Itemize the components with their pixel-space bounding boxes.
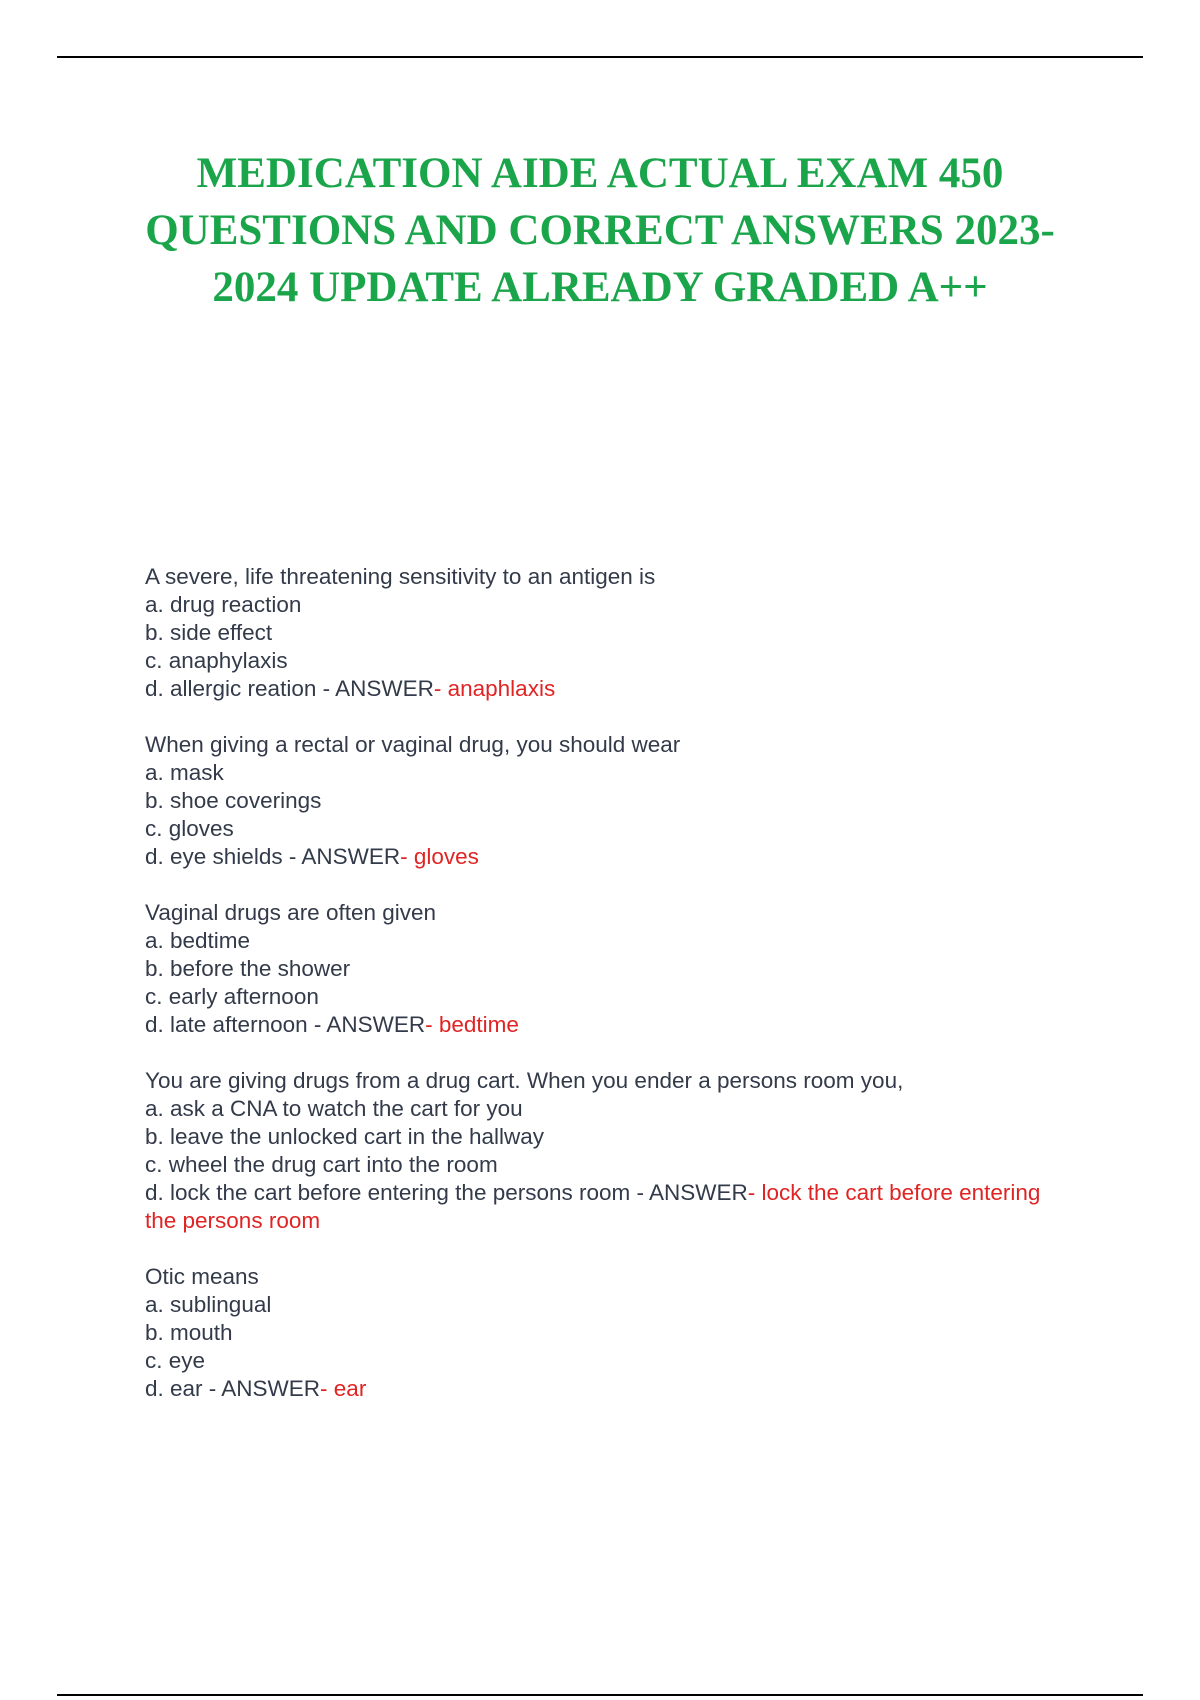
answer-separator: - xyxy=(400,844,414,869)
answer-separator: - xyxy=(433,676,448,701)
answer-text: gloves xyxy=(413,844,479,869)
option-d-text: d. ear - ANSWER xyxy=(145,1376,321,1401)
option-a: a. bedtime xyxy=(145,928,251,953)
option-d-text: d. late afternoon - ANSWER xyxy=(145,1012,426,1037)
option-d xyxy=(145,843,1065,871)
question-item xyxy=(145,563,1065,703)
option-b: b. shoe coverings xyxy=(145,788,322,813)
option-a: a. mask xyxy=(145,760,224,785)
answer-separator: - xyxy=(425,1012,439,1037)
question-item xyxy=(145,1067,1065,1235)
question-prompt: When giving a rectal or vaginal drug, you should wear xyxy=(145,732,681,757)
option-b: b. mouth xyxy=(145,1320,233,1345)
option-d xyxy=(145,1375,1065,1403)
option-d-text: d. eye shields - ANSWER xyxy=(145,844,401,869)
option-d xyxy=(145,1011,1065,1039)
option-d-text: d. allergic reation - ANSWER xyxy=(145,676,434,701)
question-item xyxy=(145,1263,1065,1403)
option-c: c. anaphylaxis xyxy=(145,648,288,673)
document-title: MEDICATION AIDE ACTUAL EXAM 450 QUESTIONS AND CORRECT ANSWERS 2023-2024 UPDATE ALREADY GRADED A++ xyxy=(145,150,1055,311)
top-divider xyxy=(57,56,1143,58)
question-prompt: Vaginal drugs are often given xyxy=(145,900,437,925)
answer-separator: - xyxy=(747,1180,762,1205)
option-d-text: d. lock the cart before entering the persons room - ANSWER xyxy=(145,1180,748,1205)
option-c: c. wheel the drug cart into the room xyxy=(145,1152,498,1177)
answer-text: anaphlaxis xyxy=(447,676,556,701)
option-a: a. sublingual xyxy=(145,1292,272,1317)
answer-text: bedtime xyxy=(438,1012,519,1037)
question-item xyxy=(145,899,1065,1039)
bottom-divider xyxy=(57,1694,1143,1696)
question-prompt: Otic means xyxy=(145,1264,259,1289)
option-c: c. eye xyxy=(145,1348,206,1373)
option-b: b. leave the unlocked cart in the hallway xyxy=(145,1124,544,1149)
question-list xyxy=(145,563,1065,1431)
answer-text: ear xyxy=(333,1376,367,1401)
answer-separator: - xyxy=(320,1376,334,1401)
answer-text: lock the cart before entering the persons room xyxy=(145,1180,1047,1233)
option-a: a. drug reaction xyxy=(145,592,302,617)
question-prompt: You are giving drugs from a drug cart. When you ender a persons room you, xyxy=(145,1068,904,1093)
option-d xyxy=(145,675,1065,703)
option-c: c. gloves xyxy=(145,816,234,841)
option-a: a. ask a CNA to watch the cart for you xyxy=(145,1096,523,1121)
option-b: b. before the shower xyxy=(145,956,351,981)
question-item xyxy=(145,731,1065,871)
option-c: c. early afternoon xyxy=(145,984,319,1009)
option-b: b. side effect xyxy=(145,620,273,645)
question-prompt: A severe, life threatening sensitivity to an antigen is xyxy=(145,564,656,589)
option-d xyxy=(145,1179,1065,1235)
